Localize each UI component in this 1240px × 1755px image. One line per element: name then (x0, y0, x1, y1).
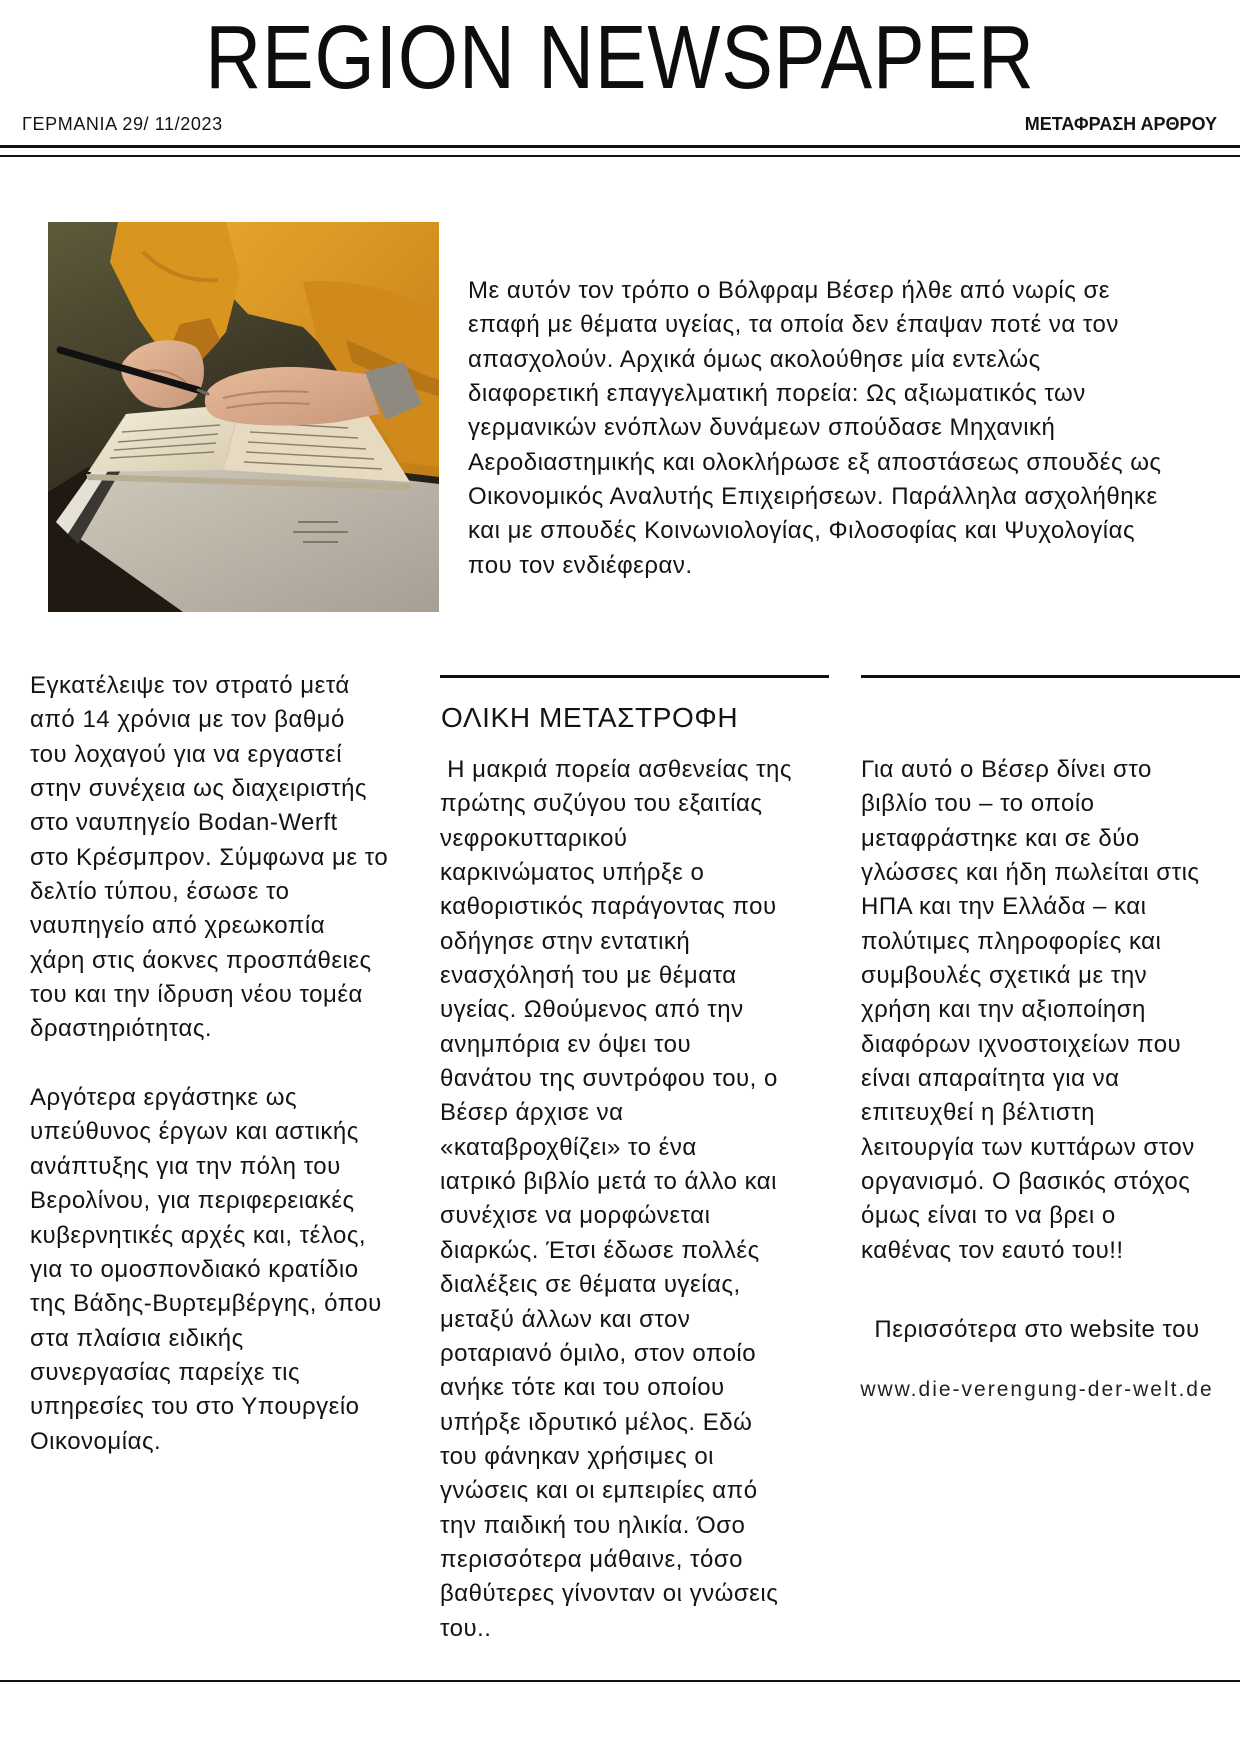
text-line: από 14 χρόνια με τον βαθμό (30, 706, 345, 734)
text-line: Οικονομικός Αναλυτής Επιχειρήσεων. Παράλληλα ασχολήθηκε (468, 483, 1158, 511)
text-line: δελτίο τύπου, έσωσε το (30, 878, 290, 906)
text-line: ανάπτυξης για την πόλη του (30, 1152, 341, 1180)
text-line: οδήγησε στην εντατική (440, 927, 691, 955)
text-line: πρώτης συζύγου του εξαιτίας (440, 790, 763, 818)
text-line: διαλέξεις σε θέματα υγείας, (440, 1271, 741, 1299)
text-line: θανάτου της συντρόφου του, ο (440, 1065, 778, 1093)
article-photo-image (48, 222, 439, 612)
text-line: της Βάδης-Βυρτεμβέργης, όπου (30, 1290, 382, 1318)
website-url: www.die-verengung-der-welt.de (860, 1378, 1214, 1401)
text-line: υπηρεσίες του στο Υπουργείο (30, 1393, 360, 1421)
paragraph (30, 669, 388, 1047)
text-line: μεταξύ άλλων και στον (440, 1305, 691, 1333)
text-line: όμως είναι το να βρει ο (861, 1202, 1116, 1230)
column-2 (440, 753, 792, 1646)
text-line: είναι απαραίτητα για να (861, 1065, 1120, 1093)
text-line: Η μακριά πορεία ασθενείας της (440, 756, 792, 783)
masthead-rule-bottom (0, 155, 1240, 157)
text-line: χρήση και την αξιοποίηση (861, 996, 1146, 1024)
text-line: Οικονομίας. (30, 1427, 162, 1455)
text-line: ναυπηγείο από χρεωκοπία (30, 912, 326, 940)
article-photo (48, 222, 439, 612)
column-heading: ΟΛΙΚΗ ΜΕΤΑΣΤΡΟΦΗ (441, 702, 739, 733)
text-line: ανήκε τότε και του οποίου (440, 1374, 725, 1402)
text-line: συνέχισε να μορφώνεται (440, 1202, 711, 1230)
dateline: ΓΕΡΜΑΝΙΑ 29/ 11/2023 (22, 114, 223, 134)
text-line: γνώσεις και οι εμπειρίες από (440, 1477, 758, 1505)
text-line: Εγκατέλειψε τον στρατό μετά (30, 672, 350, 699)
text-line: πολύτιμες πληροφορίες και (861, 927, 1162, 955)
text-line: στο Κρέσμπρον. Σύμφωνα με το (30, 843, 389, 871)
text-line: την παιδική του ηλικία. Όσο (440, 1511, 746, 1539)
text-line: για το ομοσπονδιακό κρατίδιο (30, 1255, 359, 1283)
text-line: του λοχαγού για να εργαστεί (30, 740, 343, 768)
column-2-rule (440, 675, 829, 678)
text-line: Βέσερ άρχισε να (440, 1099, 624, 1127)
text-line: υπήρξε ιδρυτικό μέλος. Εδώ (440, 1408, 753, 1436)
text-line: επαφή με θέματα υγείας, τα οποία δεν έπαψαν ποτέ να τον (468, 311, 1119, 339)
text-line: κυβερνητικές αρχές και, τέλος, (30, 1221, 367, 1249)
text-line: διαρκώς. Έτσι έδωσε πολλές (440, 1236, 760, 1264)
intro-paragraph (468, 274, 1162, 583)
masthead-title: REGION NEWSPAPER (205, 8, 1035, 108)
text-line: διαφορετική επαγγελματική πορεία: Ως αξιωματικός των (468, 380, 1086, 408)
text-line: βιβλίο του – το οποίο (861, 790, 1095, 818)
text-line: δραστηριότητας. (30, 1015, 213, 1043)
section-label: ΜΕΤΑΦΡΑΣΗ ΑΡΘΡΟΥ (1024, 114, 1217, 134)
text-line: του φάνηκαν χρήσιμες οι (440, 1442, 714, 1470)
text-line: Αργότερα εργάστηκε ως (30, 1084, 298, 1112)
text-line: διαφόρων ιχνοστοιχείων που (861, 1030, 1182, 1058)
text-line: μεταφράστηκε και σε δύο (861, 824, 1140, 852)
paragraph (30, 1081, 388, 1459)
text-line: Για αυτό ο Βέσερ δίνει στο (861, 756, 1152, 783)
column-3 (861, 753, 1199, 1268)
text-line: του και την ίδρυση νέου τομέα (30, 981, 363, 1009)
text-line: οργανισμό. Ο βασικός στόχος (861, 1168, 1191, 1196)
text-line: γερμανικών ενόπλων δυνάμεων σπούδασε Μηχανική (468, 414, 1056, 442)
text-line: βαθύτερες γίνονταν οι γνώσεις (440, 1580, 779, 1608)
more-info-label: Περισσότερα στο website του (874, 1316, 1200, 1343)
text-line: λειτουργία των κυττάρων στον (861, 1133, 1195, 1161)
text-line: υγείας. Ωθούμενος από την (440, 996, 744, 1024)
column-1 (30, 669, 388, 1459)
text-line: του.. (440, 1614, 492, 1642)
text-line: και με σπουδές Κοινωνιολογίας, Φιλοσοφίας και Ψυχολογίας (468, 517, 1136, 545)
text-line: επιτευχθεί η βέλτιστη (861, 1099, 1096, 1127)
text-line: γλώσσες και ήδη πωλείται στις (861, 859, 1200, 887)
text-line: Με αυτόν τον τρόπο ο Βόλφραμ Βέσερ ήλθε από νωρίς σε (468, 277, 1110, 304)
text-line: απασχολούν. Αρχικά όμως ακολούθησε μία εντελώς (468, 345, 1041, 373)
text-line: ανημπόρια εν όψει του (440, 1030, 692, 1058)
masthead-rule-top (0, 145, 1240, 148)
text-line: συμβουλές σχετικά με την (861, 962, 1148, 990)
text-line: Αεροδιαστημικής και ολοκλήρωσε εξ αποστάσεως σπουδές ως (468, 448, 1162, 476)
text-line: χάρη στις άοκνες προσπάθειες (30, 946, 372, 974)
footer-rule (0, 1680, 1240, 1682)
text-line: στο ναυπηγείο Bodan-Werft (30, 809, 338, 837)
text-line: καθένας τον εαυτό του!! (861, 1236, 1124, 1264)
text-line: ενασχόλησή του με θέματα (440, 962, 737, 990)
text-line: στα πλαίσια ειδικής (30, 1324, 244, 1352)
text-line: καθοριστικός παράγοντας που (440, 893, 777, 921)
text-line: υπεύθυνος έργων και αστικής (30, 1118, 359, 1146)
text-line: «καταβροχθίζει» το ένα (440, 1133, 697, 1161)
text-line: ροταριανό όμιλο, στον οποίο (440, 1339, 757, 1367)
text-line: ιατρικό βιβλίο μετά το άλλο και (440, 1168, 777, 1196)
text-line: ΗΠΑ και την Ελλάδα – και (861, 893, 1147, 921)
text-line: συνεργασίας παρείχε τις (30, 1358, 301, 1386)
text-line: που τον ενδιέφεραν. (468, 551, 693, 579)
text-line: στην συνέχεια ως διαχειριστής (30, 775, 367, 803)
column-3-rule (861, 675, 1240, 678)
text-line: Βερολίνου, για περιφερειακές (30, 1187, 355, 1215)
text-line: περισσότερα μάθαινε, τόσο (440, 1545, 744, 1573)
text-line: νεφροκυτταρικού (440, 824, 628, 852)
text-line: καρκινώματος υπήρξε ο (440, 859, 705, 887)
